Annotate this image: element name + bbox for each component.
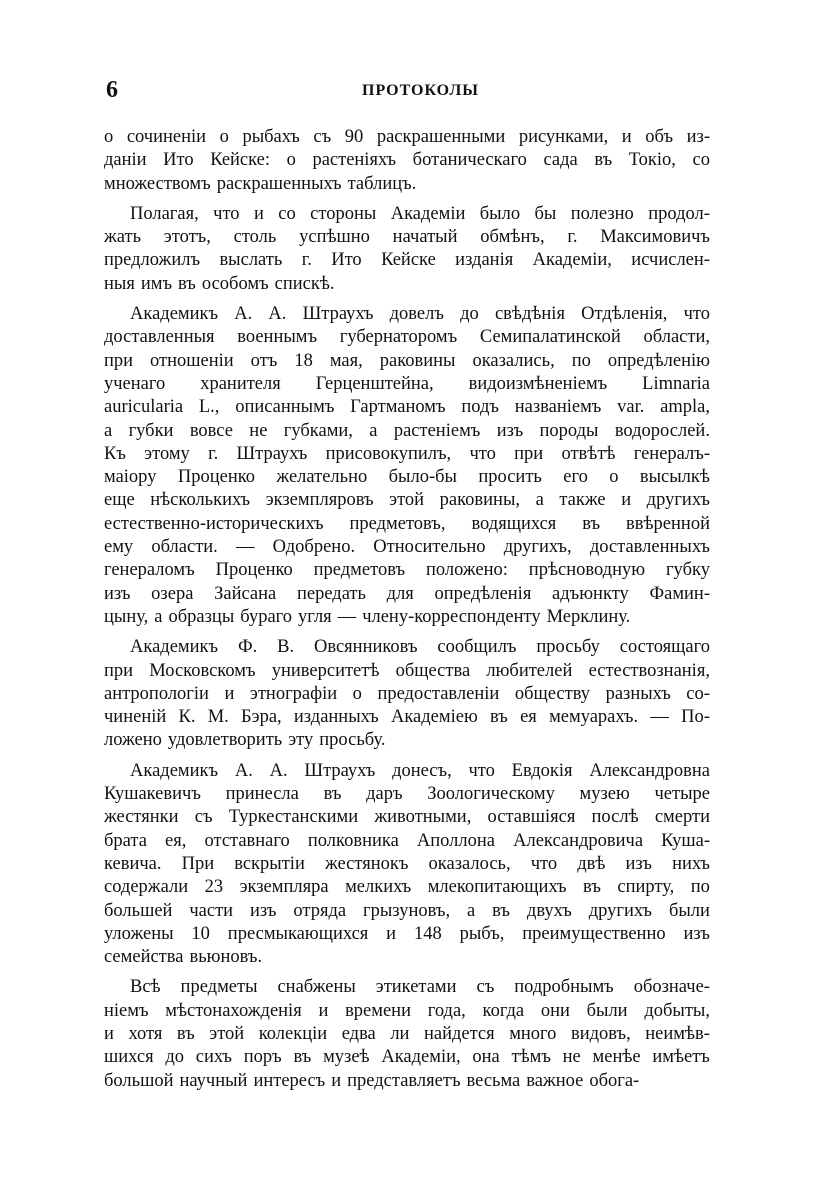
paragraph bbox=[104, 126, 710, 196]
text-line: изъ озера Зайсана передать для опредѣленія адъюнкту Фамин- bbox=[104, 583, 710, 604]
text-line: содержали 23 экземпляра мелкихъ млекопитающихъ въ спирту, по bbox=[104, 877, 710, 898]
text-line: ему области. — Одобрено. Относительно другихъ, доставленныхъ bbox=[104, 537, 710, 558]
text-line: брата ея, отставнаго полковника Аполлона Александровича Куша- bbox=[104, 830, 710, 851]
text-line: auricularia L., описаннымъ Гартманомъ подъ названіемъ var. ampla, bbox=[104, 397, 710, 418]
text-line: антропологіи и этнографіи о предоставленіи обществу разныхъ со- bbox=[104, 683, 710, 704]
text-line: о сочиненіи о рыбахъ съ 90 раскрашенными рисунками, и объ из- bbox=[104, 127, 710, 147]
text-line: маіору Проценко желательно было-бы просить его о высылкѣ bbox=[104, 467, 710, 488]
text-line: ніемъ мѣстонахожденія и времени года, когда они были добыты, bbox=[104, 1000, 710, 1021]
text-line: множествомъ раскрашенныхъ таблицъ. bbox=[104, 173, 417, 194]
text-line: а губки вовсе не губками, а растеніемъ изъ породы водорослей. bbox=[104, 420, 710, 441]
text-line: большой научный интересъ и представляетъ весьма важное обога- bbox=[104, 1070, 640, 1091]
paragraph bbox=[104, 203, 710, 296]
running-title: ПРОТОКОЛЫ bbox=[362, 82, 479, 99]
text-line: даніи Ито Кейске: о растеніяхъ ботаническаго сада въ Токіо, со bbox=[104, 150, 710, 171]
text-line: при Московскомъ университетѣ общества любителей естествознанія, bbox=[104, 660, 710, 681]
text-line: Кушакевичъ принесла въ даръ Зоологическому музею четыре bbox=[104, 784, 710, 805]
text-line: еще нѣсколькихъ экземпляровъ этой раковины, а также и другихъ bbox=[104, 490, 710, 511]
text-line: и хотя въ этой колекціи едва ли найдется много видовъ, неимѣв- bbox=[104, 1023, 710, 1044]
running-header bbox=[106, 76, 706, 104]
text-line: большей части изъ отряда грызуновъ, а въ двухъ другихъ были bbox=[104, 900, 710, 921]
text-line: Полагая, что и со стороны Академіи было бы полезно продол- bbox=[130, 203, 710, 224]
text-line: семейства вьюновъ. bbox=[104, 947, 263, 968]
paragraph bbox=[104, 636, 710, 752]
text-line: Академикъ Ф. В. Овсянниковъ сообщилъ просьбу состоящаго bbox=[130, 637, 710, 658]
text-line: ныя имъ въ особомъ спискѣ. bbox=[104, 273, 335, 294]
text-line: шихся до сихъ поръ въ музеѣ Академіи, она тѣмъ не менѣе имѣетъ bbox=[104, 1047, 710, 1068]
paragraph bbox=[104, 760, 710, 970]
body-text bbox=[104, 126, 710, 1100]
text-line: цыну, а образцы бураго угля — члену-корреспонденту Мерклину. bbox=[104, 606, 631, 627]
text-line: предложилъ выслать г. Ито Кейске изданія Академіи, исчислен- bbox=[104, 250, 710, 271]
text-line: уложены 10 пресмыкающихся и 148 рыбъ, преимущественно изъ bbox=[104, 923, 710, 944]
text-line: Всѣ предметы снабжены этикетами съ подробнымъ обозначе- bbox=[130, 977, 710, 998]
page-number: 6 bbox=[106, 77, 118, 103]
text-line: жестянки съ Туркестанскими животными, оставшіяся послѣ смерти bbox=[104, 807, 710, 828]
text-line: Къ этому г. Штраухъ присовокупилъ, что при отвѣтѣ генералъ- bbox=[104, 443, 710, 464]
text-line: чиненій К. М. Бэра, изданныхъ Академіею въ ея мемуарахъ. — По- bbox=[104, 707, 710, 728]
text-line: Академикъ А. А. Штраухъ довелъ до свѣдѣнія Отдѣленія, что bbox=[130, 304, 710, 325]
paragraph bbox=[104, 303, 710, 629]
text-line: доставленныя военнымъ губернаторомъ Семипалатинской области, bbox=[104, 327, 710, 348]
text-line: генераломъ Проценко предметовъ положено: прѣсноводную губку bbox=[104, 560, 710, 581]
paragraph bbox=[104, 976, 710, 1092]
text-line: естественно-историческихъ предметовъ, водящихся въ ввѣренной bbox=[104, 513, 710, 534]
text-line: при отношеніи отъ 18 мая, раковины оказались, по опредѣленію bbox=[104, 350, 710, 371]
text-line: ложено удовлетворить эту просьбу. bbox=[104, 730, 386, 751]
text-line: кевича. При вскрытіи жестянокъ оказалось, что двѣ изъ нихъ bbox=[104, 853, 710, 874]
text-line: Академикъ А. А. Штраухъ донесъ, что Евдокія Александровна bbox=[130, 760, 710, 781]
text-line: жать этотъ, столь успѣшно начатый обмѣнъ, г. Максимовичъ bbox=[104, 227, 710, 248]
text-line: ученаго хранителя Герценштейна, видоизмѣненіемъ Limnaria bbox=[104, 373, 710, 394]
